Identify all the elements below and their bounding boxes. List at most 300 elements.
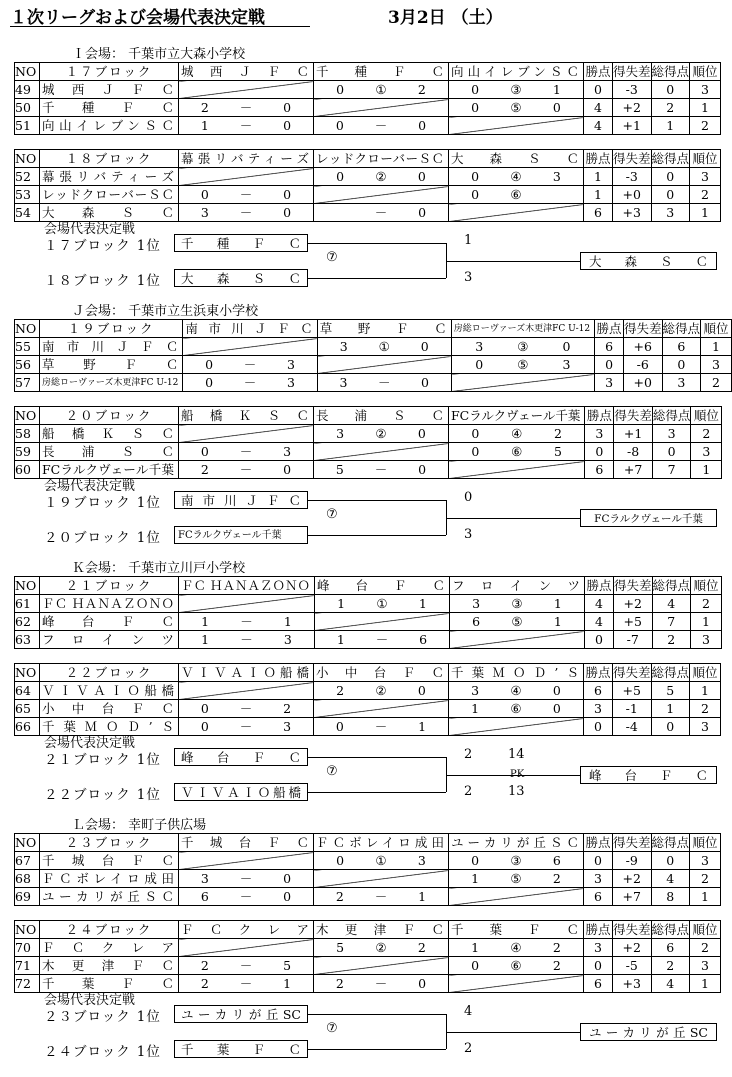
- score: [314, 889, 448, 905]
- goals-against: 0: [417, 425, 426, 441]
- team-number: 50: [15, 99, 40, 117]
- opponent-name: 南 市 川 Ｊ Ｆ Ｃ: [185, 320, 313, 336]
- goals-against: 2: [552, 939, 561, 955]
- header-no: NO: [15, 834, 40, 852]
- goals-for: 1: [471, 939, 480, 955]
- score: [452, 357, 594, 373]
- opponent-name: ＶＩＶＡＩＯ船橋: [181, 664, 309, 680]
- score: [314, 719, 448, 735]
- goal-diff: +7: [614, 461, 653, 479]
- team-number: 63: [15, 631, 40, 649]
- match-result: [179, 443, 314, 461]
- goals-for: 1: [200, 117, 209, 133]
- score: [449, 701, 583, 717]
- score: [449, 444, 584, 460]
- goal-diff: -3: [613, 81, 652, 99]
- rank: 2: [690, 700, 721, 718]
- opponent-name: FCラルクヴェール千葉: [451, 407, 581, 423]
- opponent-name: ＦＣ ＨＡＮＡＺＯＮＯ: [181, 577, 310, 593]
- venue-label: Ｊ会場： 千葉市立生浜東小学校: [72, 304, 259, 319]
- goals-against: 0: [283, 461, 292, 477]
- team-number: 64: [15, 682, 40, 700]
- rank: 1: [690, 682, 721, 700]
- match-result: [314, 168, 449, 186]
- goals-against: 0: [420, 374, 429, 390]
- top-final-score: 4: [464, 1004, 473, 1019]
- block-header-row: [15, 577, 722, 595]
- rank-label: 1位: [136, 495, 161, 511]
- match-result: [179, 870, 314, 888]
- header-rank: 順位: [691, 577, 722, 595]
- header-no: NO: [15, 921, 40, 939]
- points: 6: [584, 682, 613, 700]
- bottom-qualifier-label: [44, 783, 161, 803]
- match-number: ①: [375, 852, 387, 868]
- goals-for: 0: [471, 186, 480, 202]
- score: [183, 357, 316, 373]
- goal-diff: +3: [613, 975, 652, 993]
- top-qualifier-team: 南 市 川 Ｊ Ｆ Ｃ: [174, 491, 308, 509]
- goals-for-total: 6: [651, 939, 690, 957]
- goals-against: 0: [283, 186, 292, 202]
- match-result: [449, 957, 584, 975]
- team-cell: [40, 852, 179, 870]
- table-row: [15, 852, 721, 870]
- match-result: [449, 425, 585, 443]
- table-row: [15, 595, 722, 613]
- goals-against: 2: [552, 870, 561, 886]
- team-name: 船 橋 Ｋ Ｓ Ｃ: [42, 425, 174, 441]
- score: [314, 462, 448, 478]
- bracket-line: [308, 1049, 446, 1050]
- goals-for: 0: [471, 957, 480, 973]
- goals-against: 0: [283, 870, 292, 886]
- table-row: [15, 613, 722, 631]
- header-opponent: [183, 320, 317, 338]
- score: [449, 683, 583, 699]
- bracket-line: [308, 1014, 446, 1015]
- team-cell: [40, 595, 179, 613]
- goals-for: 2: [336, 682, 345, 698]
- match-result: [449, 168, 584, 186]
- goals-for: 1: [471, 700, 480, 716]
- bottom-qualifier-team: ＶＩＶＡＩＯ船橋: [174, 783, 308, 801]
- goals-for-total: 5: [651, 682, 690, 700]
- match-result: [179, 99, 314, 117]
- header-opponent: [179, 150, 314, 168]
- block-table: [14, 663, 721, 736]
- score: [179, 871, 313, 887]
- match-number: ②: [375, 425, 387, 441]
- goals-against: 2: [417, 81, 426, 97]
- bracket-line: [446, 518, 580, 519]
- header-opponent: [314, 577, 449, 595]
- header-opponent: [449, 150, 584, 168]
- points: 6: [585, 461, 614, 479]
- header-points: 勝点: [585, 834, 611, 850]
- team-name: ＦＣボレイロ成田: [42, 870, 174, 886]
- score: [449, 940, 583, 956]
- score: [314, 940, 448, 956]
- rank: 2: [691, 425, 722, 443]
- team-cell: [40, 613, 179, 631]
- goals-for-total: 2: [651, 957, 690, 975]
- goals-for-total: 4: [652, 595, 691, 613]
- goals-for: 2: [335, 975, 344, 991]
- goals-for-total: 8: [651, 888, 690, 906]
- team-number: 52: [15, 168, 40, 186]
- match-number: ②: [375, 168, 387, 184]
- match-result: [314, 682, 449, 700]
- points: 0: [584, 718, 613, 736]
- block-name: ２０ブロック: [40, 407, 179, 425]
- rank: 1: [690, 888, 721, 906]
- header-goals-for: 総得点: [651, 150, 690, 166]
- team-name: レッドクローバーＳＣ: [42, 186, 174, 202]
- opponent-name: 千 葉 Ｆ Ｃ: [451, 921, 579, 937]
- block-name: ２１ブロック: [44, 752, 131, 768]
- goals-against: 1: [283, 975, 292, 991]
- table-row: [15, 338, 732, 356]
- self-match-cell: [179, 682, 314, 700]
- team-number: 55: [15, 338, 40, 356]
- header-goals-for: 総得点: [652, 407, 691, 423]
- final-match-number: ⑦: [326, 764, 338, 779]
- team-number: 68: [15, 870, 40, 888]
- page-date: 3月2日 （土）: [388, 8, 503, 28]
- score: [449, 169, 583, 185]
- header-opponent: [179, 921, 314, 939]
- points: 1: [584, 186, 613, 204]
- block-name: ２２ブロック: [40, 664, 179, 682]
- goals-for: 0: [471, 852, 480, 868]
- rank-label: 1位: [136, 787, 161, 803]
- rank: 1: [701, 338, 732, 356]
- team-name: 向山イレブンＳＣ: [42, 117, 174, 133]
- match-number: －: [239, 700, 253, 716]
- goals-against: 2: [552, 957, 561, 973]
- rank: 2: [690, 117, 721, 135]
- goal-diff: -1: [613, 700, 652, 718]
- goals-for: 6: [472, 613, 481, 629]
- rank: 3: [690, 81, 721, 99]
- self-match-cell: [451, 374, 594, 392]
- goal-diff: +2: [613, 939, 652, 957]
- goals-for: 0: [335, 117, 344, 133]
- self-match-cell: [449, 631, 584, 649]
- points: 0: [584, 631, 613, 649]
- goals-for: 0: [471, 443, 480, 459]
- goals-against: 0: [418, 204, 427, 220]
- team-name: 千 種 Ｆ Ｃ: [42, 99, 174, 115]
- match-number: －: [239, 975, 253, 991]
- match-result: [179, 631, 315, 649]
- goals-for: 3: [200, 870, 209, 886]
- team-number: 61: [15, 595, 40, 613]
- header-rank: 順位: [690, 150, 721, 168]
- score: [179, 205, 313, 221]
- final-match-number: ⑦: [326, 1021, 338, 1036]
- goals-for-total: 3: [662, 374, 701, 392]
- goals-for: 0: [200, 700, 209, 716]
- team-number: 49: [15, 81, 40, 99]
- score: [179, 462, 313, 478]
- match-result: [449, 700, 584, 718]
- top-final-score: 2: [464, 747, 473, 762]
- goal-diff: +1: [614, 425, 653, 443]
- team-cell: [40, 81, 179, 99]
- score: [314, 683, 448, 699]
- match-number: －: [377, 374, 391, 390]
- score: [314, 426, 448, 442]
- goals-for: 0: [205, 374, 214, 390]
- goals-for-total: 0: [651, 852, 690, 870]
- points: 3: [584, 939, 613, 957]
- goals-against: 1: [418, 888, 427, 904]
- team-number: 53: [15, 186, 40, 204]
- goals-for: 1: [201, 613, 210, 629]
- block-table: [14, 576, 722, 649]
- goals-against: 3: [283, 718, 292, 734]
- team-number: 62: [15, 613, 40, 631]
- header-opponent: [449, 407, 585, 425]
- rank: 3: [690, 852, 721, 870]
- team-name: 峰 台 Ｆ Ｃ: [42, 613, 174, 629]
- goals-against: 0: [552, 700, 561, 716]
- score: [179, 100, 313, 116]
- opponent-name: 千葉ＭＯＤ’Ｓ: [451, 664, 579, 680]
- goal-diff: +5: [613, 613, 652, 631]
- goals-against: 1: [418, 718, 427, 734]
- score: [449, 82, 583, 98]
- block-name: １７ブロック: [44, 238, 131, 254]
- match-number: －: [239, 957, 253, 973]
- team-cell: [39, 374, 182, 392]
- header-opponent: [314, 921, 449, 939]
- table-row: [15, 443, 722, 461]
- match-number: －: [239, 870, 253, 886]
- self-match-cell: [449, 975, 584, 993]
- goals-against: 0: [417, 168, 426, 184]
- score: [179, 187, 313, 203]
- table-row: [15, 631, 722, 649]
- self-match-cell: [314, 957, 449, 975]
- bottom-qualifier-label: [44, 1040, 161, 1060]
- goal-diff: -8: [614, 443, 653, 461]
- goal-diff: +2: [613, 595, 652, 613]
- goals-for: 1: [336, 631, 345, 647]
- goals-for-total: 2: [652, 631, 691, 649]
- table-row: [15, 700, 721, 718]
- self-match-cell: [179, 81, 314, 99]
- match-result: [449, 870, 584, 888]
- opponent-name: 房総ローヴァーズ木更津FC U-12: [453, 323, 591, 334]
- rank-label: 1位: [136, 273, 161, 289]
- header-goal-diff: 得失差: [613, 150, 651, 166]
- rank-label: 1位: [136, 1044, 161, 1060]
- team-number: 72: [15, 975, 40, 993]
- goals-for: 0: [200, 718, 209, 734]
- score: [450, 596, 584, 612]
- block-name: ２２ブロック: [44, 787, 131, 803]
- goals-against: 1: [283, 613, 292, 629]
- points: 1: [584, 168, 613, 186]
- block-header-row: [15, 921, 721, 939]
- points: 3: [584, 700, 613, 718]
- match-number: ⑤: [510, 870, 522, 886]
- goals-against: 3: [283, 443, 292, 459]
- bracket-line: [308, 792, 446, 793]
- header-opponent: [314, 834, 449, 852]
- match-result: [314, 425, 449, 443]
- match-result: [317, 374, 451, 392]
- team-name: 木 更 津 Ｆ Ｃ: [42, 957, 174, 973]
- score: [179, 976, 313, 992]
- goals-against: 0: [418, 461, 427, 477]
- block-header-row: [15, 407, 722, 425]
- team-name: 大 森 Ｓ Ｃ: [42, 204, 174, 220]
- header-goal-diff: 得失差: [613, 63, 651, 79]
- goals-for: 2: [200, 461, 209, 477]
- header-no: NO: [15, 407, 40, 425]
- goals-for: 3: [471, 682, 480, 698]
- match-number: －: [375, 631, 389, 647]
- bottom-qualifier-team: FCラルクヴェール千葉: [174, 526, 308, 544]
- goals-for: 0: [336, 81, 345, 97]
- points: 4: [584, 99, 613, 117]
- goals-against: 5: [554, 443, 562, 459]
- self-match-cell: [179, 168, 314, 186]
- team-number: 70: [15, 939, 40, 957]
- team-cell: [40, 939, 179, 957]
- rank: 3: [701, 356, 732, 374]
- venue-label: Ｋ会場： 千葉市立川戸小学校: [72, 561, 246, 576]
- goals-for-total: 3: [652, 425, 691, 443]
- block-header-row: [15, 320, 732, 338]
- goals-for: 0: [471, 81, 480, 97]
- table-row: [15, 888, 721, 906]
- header-points: 勝点: [585, 664, 611, 680]
- top-qualifier-team: 千 種 Ｆ Ｃ: [174, 234, 308, 252]
- opponent-name: 千 城 台 Ｆ Ｃ: [181, 834, 309, 850]
- top-qualifier-label: [44, 748, 161, 768]
- score: [449, 958, 583, 974]
- match-result: [314, 81, 449, 99]
- match-number: －: [239, 99, 253, 115]
- score: [318, 339, 451, 355]
- final-heading: 会場代表決定戦: [44, 736, 136, 751]
- rank: 1: [690, 99, 721, 117]
- rank: 2: [690, 186, 721, 204]
- goals-for-total: 4: [651, 870, 690, 888]
- bottom-qualifier-label: [44, 269, 161, 289]
- block-name: １９ブロック: [44, 495, 131, 511]
- goals-for-total: 0: [662, 356, 701, 374]
- rank: 2: [690, 939, 721, 957]
- match-number: ⑤: [511, 613, 523, 629]
- bracket-line: [308, 243, 446, 244]
- opponent-name: 小 中 台 Ｆ Ｃ: [316, 664, 444, 680]
- venue-label: Ｉ会場： 千葉市立大森小学校: [72, 47, 246, 62]
- goals-for-total: 0: [651, 186, 690, 204]
- goals-against: 0: [552, 682, 561, 698]
- match-number: ⑤: [510, 99, 522, 115]
- points: 0: [584, 957, 613, 975]
- header-no: NO: [15, 664, 40, 682]
- header-goals-for: 総得点: [651, 834, 690, 850]
- team-name: ＶＩＶＡＩＯ船橋: [42, 682, 174, 698]
- match-result: [449, 939, 584, 957]
- self-match-cell: [314, 700, 449, 718]
- match-result: [179, 888, 314, 906]
- match-number: －: [239, 461, 253, 477]
- match-result: [317, 338, 451, 356]
- rank-label: 1位: [136, 752, 161, 768]
- final-heading: 会場代表決定戦: [44, 479, 136, 494]
- bracket-line: [308, 757, 446, 758]
- score: [179, 701, 313, 717]
- goals-against: 3: [417, 852, 426, 868]
- header-rank: 順位: [690, 921, 721, 939]
- self-match-cell: [314, 186, 449, 204]
- goal-diff: -7: [613, 631, 652, 649]
- team-name: 幕張リバティーズ: [42, 168, 174, 184]
- match-result: [179, 718, 314, 736]
- team-cell: [40, 168, 179, 186]
- goals-for: 0: [200, 186, 209, 202]
- points: 3: [584, 870, 613, 888]
- rank: 1: [691, 461, 722, 479]
- self-match-cell: [317, 356, 451, 374]
- goals-for: 1: [471, 870, 480, 886]
- match-result: [179, 700, 314, 718]
- points: 6: [584, 975, 613, 993]
- venue-label: Ｌ会場： 幸町子供広場: [72, 818, 207, 833]
- goals-against: 3: [552, 168, 561, 184]
- table-row: [15, 168, 721, 186]
- team-name: Ｆ Ｃ ク レ ア: [42, 939, 174, 955]
- header-no: NO: [15, 63, 40, 81]
- match-result: [314, 888, 449, 906]
- bottom-final-score: 2: [464, 784, 473, 799]
- score: [314, 118, 448, 134]
- team-number: 71: [15, 957, 40, 975]
- goals-for-total: 0: [651, 168, 690, 186]
- goals-for: 0: [336, 852, 345, 868]
- opponent-name: 千 種 Ｆ Ｃ: [316, 63, 444, 79]
- rank-label: 1位: [136, 238, 161, 254]
- match-number: －: [374, 461, 388, 477]
- goals-against: 3: [286, 374, 295, 390]
- goals-against: 1: [553, 613, 562, 629]
- score: [315, 596, 449, 612]
- header-points: 勝点: [586, 577, 612, 593]
- match-result: [179, 186, 314, 204]
- goals-for: 3: [475, 338, 484, 354]
- match-result: [314, 461, 449, 479]
- header-points: 勝点: [586, 407, 612, 423]
- goals-against: 2: [283, 700, 292, 716]
- team-number: 60: [15, 461, 40, 479]
- score: [314, 205, 448, 221]
- block-name: ２１ブロック: [40, 577, 179, 595]
- points: 4: [584, 117, 613, 135]
- score: [314, 169, 448, 185]
- rank-label: 1位: [136, 530, 161, 546]
- opponent-name: 船 橋 Ｋ Ｓ Ｃ: [181, 407, 309, 423]
- top-qualifier-label: [44, 234, 161, 254]
- header-opponent: [179, 577, 315, 595]
